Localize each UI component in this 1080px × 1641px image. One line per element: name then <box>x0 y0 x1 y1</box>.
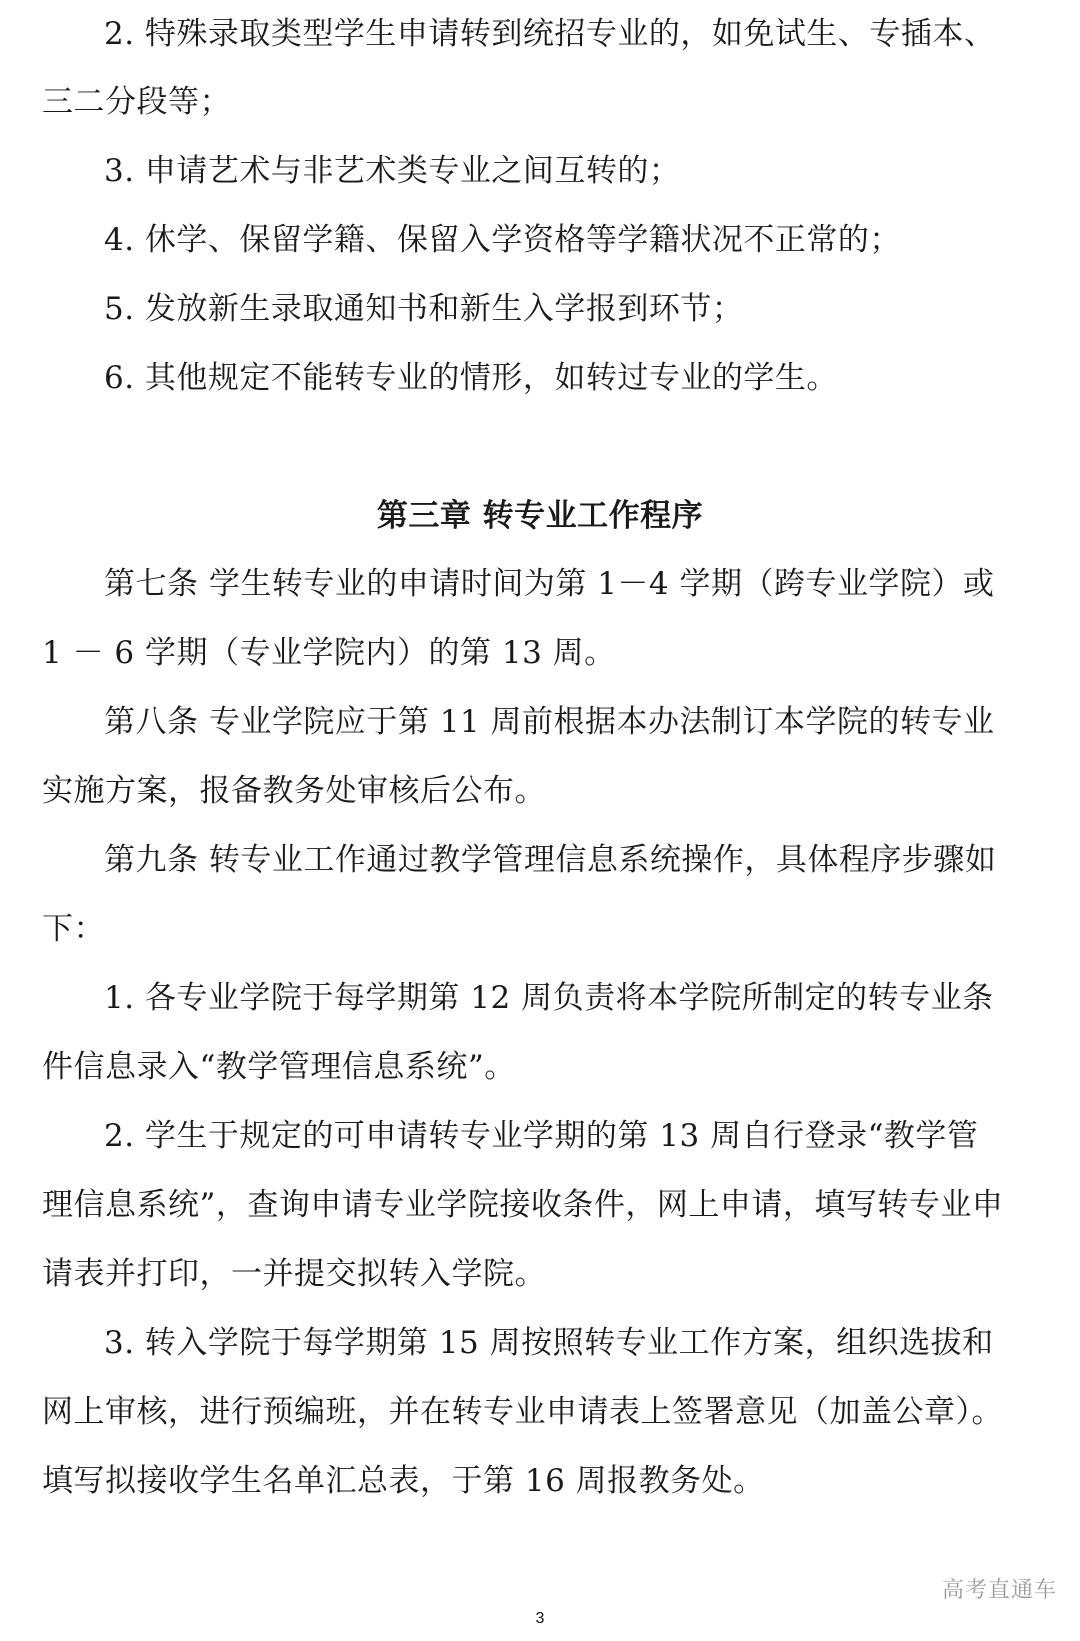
step-3-continued-2: 填写拟接收学生名单汇总表，于第 16 周报教务处。 <box>42 1463 765 1499</box>
step-2-continued-2: 请表并打印，一并提交拟转入学院。 <box>42 1256 546 1292</box>
list-item-3: 3. 申请艺术与非艺术类专业之间互转的； <box>104 153 681 189</box>
step-2: 2. 学生于规定的可申请转专业学期的第 13 周自行登录“教学管 <box>104 1118 979 1154</box>
list-item-5: 5. 发放新生录取通知书和新生入学报到环节； <box>104 291 744 327</box>
article-8-continued: 实施方案，报备教务处审核后公布。 <box>42 773 546 809</box>
step-3: 3. 转入学院于每学期第 15 周按照转专业工作方案，组织选拔和 <box>104 1325 994 1361</box>
list-item-4: 4. 休学、保留学籍、保留入学资格等学籍状况不正常的； <box>104 222 901 258</box>
watermark: 高考直通车 <box>942 1578 1058 1603</box>
step-2-continued-1: 理信息系统”，查询申请专业学院接收条件，网上申请，填写转专业申 <box>42 1187 1004 1223</box>
list-item-6: 6. 其他规定不能转专业的情形，如转过专业的学生。 <box>104 360 838 396</box>
chapter-heading: 第三章 转专业工作程序 <box>376 498 704 534</box>
article-8: 第八条 专业学院应于第 11 周前根据本办法制订本学院的转专业 <box>104 704 995 740</box>
list-item-2: 2. 特殊录取类型学生申请转到统招专业的，如免试生、专插本、 <box>104 16 996 52</box>
article-7: 第七条 学生转专业的申请时间为第 1－4 学期（跨专业学院）或 <box>104 566 995 602</box>
article-9-continued: 下： <box>42 911 105 947</box>
step-1: 1. 各专业学院于每学期第 12 周负责将本学院所制定的转专业条 <box>104 980 994 1016</box>
page-number: 3 <box>535 1610 545 1627</box>
article-7-continued: 1 － 6 学期（专业学院内）的第 13 周。 <box>42 635 616 671</box>
step-3-continued-1: 网上审核，进行预编班，并在转专业申请表上签署意见（加盖公章）。 <box>42 1394 1003 1430</box>
article-9: 第九条 转专业工作通过教学管理信息系统操作，具体程序步骤如 <box>104 842 997 878</box>
list-item-2-continued: 三二分段等； <box>42 84 231 120</box>
step-1-continued: 件信息录入“教学管理信息系统”。 <box>42 1049 516 1085</box>
